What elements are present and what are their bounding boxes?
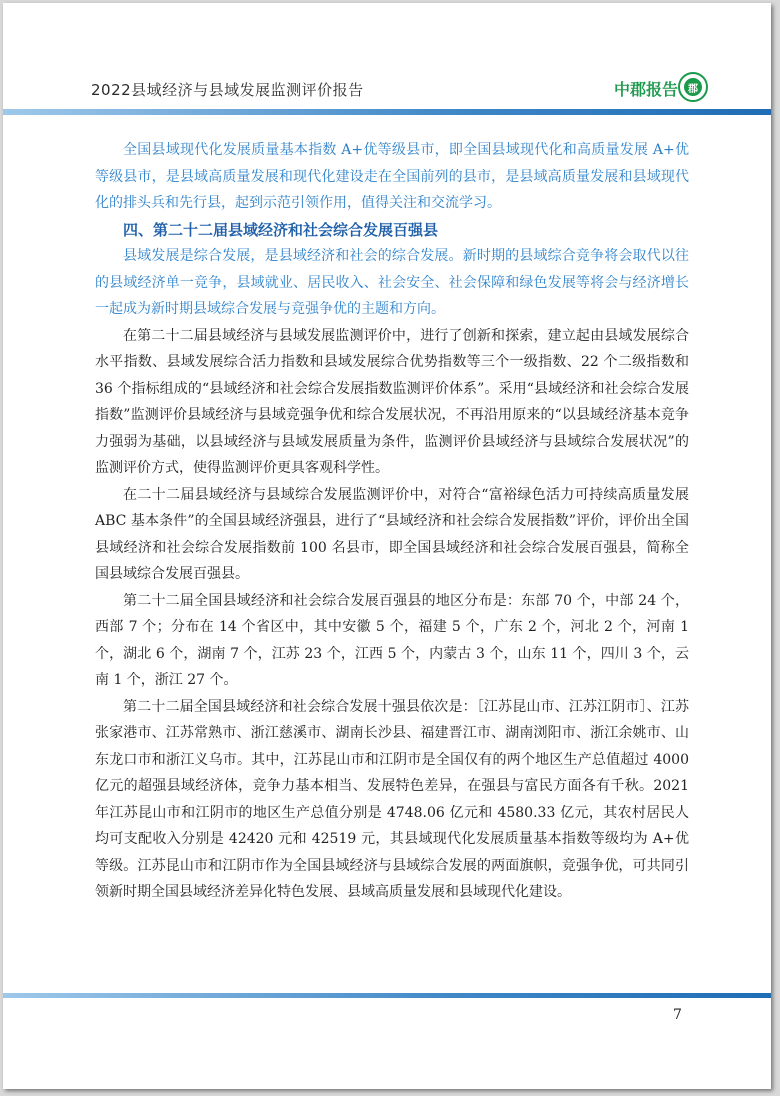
logo-mark: 郡 <box>684 78 702 96</box>
report-title: 2022县域经济与县域发展监测评价报告 <box>91 81 364 99</box>
page-number: 7 <box>673 1007 682 1023</box>
document-page <box>3 3 771 1089</box>
paragraph-top-ten: 第二十二届全国县域经济和社会综合发展十强县依次是：［江苏昆山市、江苏江阴市］、江苏张家港市、江苏常熟市、浙江慈溪市、湖南长沙县、福建晋江市、湖南浏阳市、浙江余姚市、山东龙口市和浙江义乌市。其中，江苏昆山市和江阴市是全国仅有的两个地区生产总值超过 4000 亿元的超强县域经济体，竞争力基本相当、发展特色差异，在强县与富民方面各有千秋。2021 年江苏昆山市和江阴市的地区生产总值分别是 4748.06 亿元和 4580.33 亿元，其农村居民人均可支配收入分别是 42420 元和 42519 元，其县域现代化发展质量基本指数等级均为 A+优等级。江苏昆山市和江阴市作为全国县域经济与县域综合发展的两面旗帜，竞强争优，可共同引领新时期全国县域经济差异化特色发展、县域高质量发展和县域现代化建设。 <box>95 698 689 900</box>
body-text <box>95 137 689 906</box>
header-rule <box>3 109 771 115</box>
footer-rule <box>3 993 771 998</box>
paragraph-methodology: 在第二十二届县域经济与县域发展监测评价中，进行了创新和探索，建立起由县域发展综合水平指数、县域发展综合活力指数和县域发展综合优势指数等三个一级指数、22 个二级指数和 36 个指标组成的“县域经济和社会综合发展指数监测评价体系”。采用“县域经济和社会综合发展指数”监测评价县域经济与县域竞强争优和综合发展状况，不再沿用原来的“以县域经济基本竞争力强弱为基础，以县域经济与县域发展质量为条件，监测评价县域经济与县域综合发展状况”的监测评价方式，使得监测评价更具客观科学性。 <box>95 327 689 476</box>
section-heading: 四、第二十二届县域经济和社会综合发展百强县 <box>123 220 439 239</box>
paragraph-distribution: 第二十二届全国县域经济和社会综合发展百强县的地区分布是：东部 70 个，中部 24 个，西部 7 个；分布在 14 个省区中，其中安徽 5 个，福建 5 个，广东 2 个，河北 2 个，河南 1 个，湖北 6 个，湖南 7 个，江苏 23 个，江西 5 个，内蒙古 3 个，山东 11 个，四川 3 个，云南 1 个，浙江 27 个。 <box>95 592 689 688</box>
brand-logo-icon <box>678 72 708 102</box>
brand-name: 中郡报告 <box>614 80 679 99</box>
paragraph-evaluation: 在二十二届县域经济与县域综合发展监测评价中，对符合“富裕绿色活力可持续高质量发展 ABC 基本条件”的全国县域经济强县，进行了“县域经济和社会综合发展指数”评价，评价出全国县域经济和社会综合发展指数前 100 名县市，即全国县域经济和社会综合发展百强县，简称全国县域综合发展百强县。 <box>95 486 689 582</box>
paragraph-summary: 县域发展是综合发展，是县域经济和社会的综合发展。新时期的县域综合竞争将会取代以往的县域经济单一竞争，县域就业、居民收入、社会安全、社会保障和绿色发展等将会与经济增长一起成为新时期县域综合发展与竞强争优的主题和方向。 <box>95 248 689 317</box>
paragraph-intro: 全国县域现代化发展质量基本指数 A+优等级县市，即全国县域现代化和高质量发展 A+优等级县市，是县域高质量发展和现代化建设走在全国前列的县市，是县域高质量发展和县域现代化的排头兵和先行县，起到示范引领作用，值得关注和交流学习。 <box>95 142 689 211</box>
